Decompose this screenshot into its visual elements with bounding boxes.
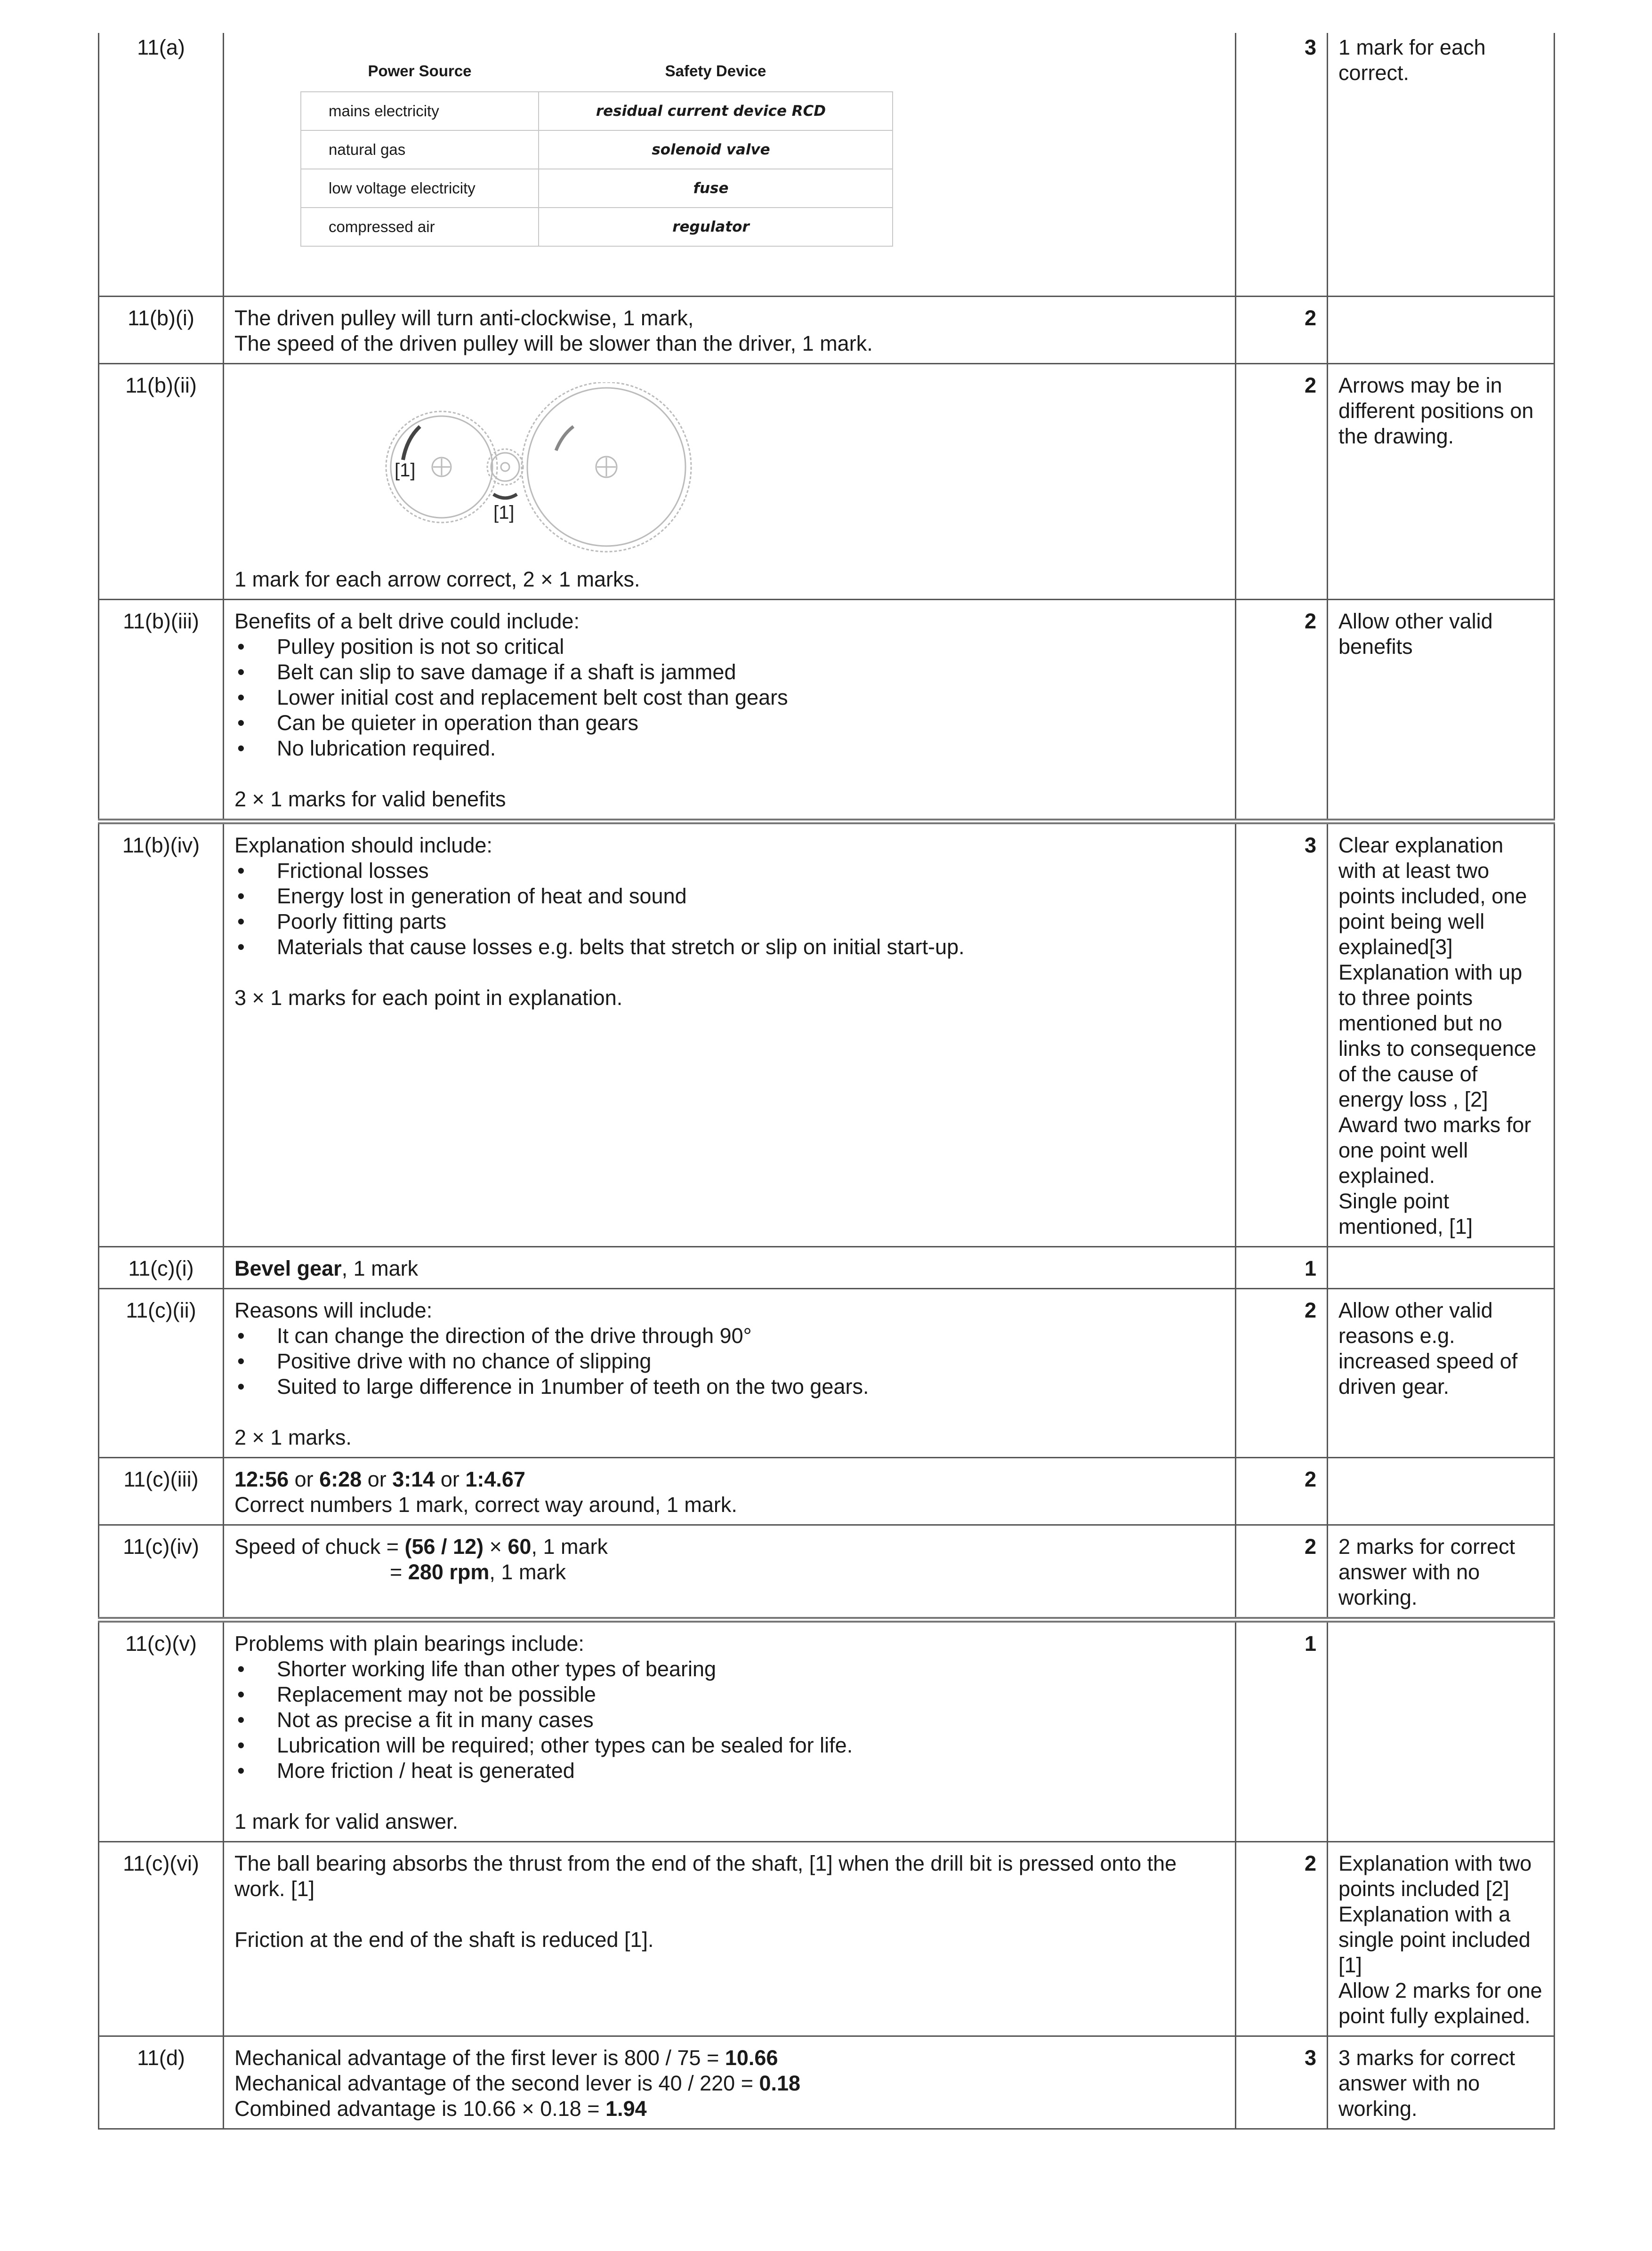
power-source-cell: mains electricity [301, 92, 539, 130]
answer-cell [224, 1458, 1236, 1525]
power-source-cell: low voltage electricity [301, 169, 539, 208]
calc-bold: 60 [508, 1535, 532, 1559]
explanation-list [234, 858, 1225, 960]
calc-line-2 [234, 2071, 1225, 2096]
guidance-cell [1328, 1289, 1555, 1458]
ratio-3: 3:14 [392, 1467, 435, 1491]
row-11bii [99, 364, 1555, 600]
safety-device-cell: fuse [539, 169, 893, 208]
list-item: • Energy lost in generation of heat and sound [234, 884, 1225, 909]
marks-cell: 2 [1236, 1525, 1328, 1620]
question-number: 11(b)(ii) [99, 364, 224, 600]
list-item: • No lubrication required. [234, 736, 1225, 761]
mark-scheme-table [98, 33, 1555, 2130]
question-number: 11(c)(iii) [99, 1458, 224, 1525]
answer-cell [224, 1842, 1236, 2036]
question-number: 11(d) [99, 2036, 224, 2129]
list-item: • Poorly fitting parts [234, 909, 1225, 934]
calc-text: = [390, 1560, 408, 1584]
answer-cell [224, 1247, 1236, 1289]
marks-cell: 1 [1236, 1620, 1328, 1842]
answer-intro: Problems with plain bearings include: [234, 1632, 584, 1656]
list-item: • Can be quieter in operation than gears [234, 710, 1225, 736]
guidance-text: Allow other valid reasons e.g. increased speed of driven gear. [1338, 1298, 1518, 1399]
guidance-cell [1328, 821, 1555, 1247]
answer-cell [224, 1620, 1236, 1842]
row-11civ [99, 1525, 1555, 1620]
question-number: 11(b)(iii) [99, 600, 224, 822]
benefit-list [234, 634, 1225, 761]
answer-cell [224, 33, 1236, 297]
list-item: • Not as precise a fit in many cases [234, 1707, 1225, 1733]
calc-line-2 [234, 1560, 1225, 1585]
list-item: • Lubrication will be required; other types can be sealed for life. [234, 1733, 1225, 1758]
ratio-4: 1:4.67 [465, 1467, 525, 1491]
guidance-text: 1 mark for each correct. [1338, 35, 1486, 85]
calc-line-1 [234, 2045, 1225, 2071]
answer-intro: Benefits of a belt drive could include: [234, 609, 580, 633]
answer-footer: 2 × 1 marks. [234, 1425, 352, 1449]
calc-text: Mechanical advantage of the first lever is 800 / 75 = [234, 2046, 725, 2070]
question-number: 11(b)(i) [99, 297, 224, 364]
row-11biii [99, 600, 1555, 822]
or-text: or [362, 1467, 393, 1491]
question-number: 11(c)(v) [99, 1620, 224, 1842]
marks-cell: 2 [1236, 297, 1328, 364]
row-11ciii [99, 1458, 1555, 1525]
or-text: or [289, 1467, 320, 1491]
calc-line-3 [234, 2096, 1225, 2122]
calc-text: × [484, 1535, 508, 1559]
calc-text: Mechanical advantage of the second lever is 40 / 220 = [234, 2071, 759, 2095]
guidance-cell [1328, 297, 1555, 364]
guidance-cell [1328, 1620, 1555, 1842]
power-source-cell: natural gas [301, 130, 539, 169]
answer-cell [224, 364, 1236, 600]
list-item: • Belt can slip to save damage if a shaft is jammed [234, 659, 1225, 685]
marks-cell: 2 [1236, 600, 1328, 822]
answer-footer: 2 × 1 marks for valid benefits [234, 787, 506, 811]
ratio-answer [234, 1467, 525, 1491]
calc-text: , 1 mark [489, 1560, 566, 1584]
row-11cii [99, 1289, 1555, 1458]
calc-text: Speed of chuck = [234, 1535, 405, 1559]
answer-text: Correct numbers 1 mark, correct way around, 1 mark. [234, 1493, 737, 1517]
row-11cvi [99, 1842, 1555, 2036]
marks-cell: 2 [1236, 364, 1328, 600]
row-11biv [99, 821, 1555, 1247]
answer-text: , 1 mark [341, 1256, 419, 1280]
power-source-cell: compressed air [301, 208, 539, 246]
or-text: or [435, 1467, 466, 1491]
guidance-cell [1328, 2036, 1555, 2129]
answer-cell [224, 2036, 1236, 2129]
question-number: 11(c)(vi) [99, 1842, 224, 2036]
gear-train-diagram [376, 382, 705, 556]
question-number: 11(a) [99, 33, 224, 297]
safety-device-cell: residual current device RCD [539, 92, 893, 130]
calc-text: , 1 mark [531, 1535, 608, 1559]
marks-cell: 2 [1236, 1842, 1328, 2036]
list-item: • It can change the direction of the drive through 90° [234, 1323, 1225, 1349]
guidance-text: 3 marks for correct answer with no working. [1338, 2046, 1515, 2121]
power-source-header: Power Source [368, 62, 472, 80]
arrow-mark-label-bottom: [1] [493, 502, 515, 523]
list-item: • More friction / heat is generated [234, 1758, 1225, 1784]
answer-cell [224, 1289, 1236, 1458]
guidance-cell [1328, 364, 1555, 600]
row-11cv [99, 1620, 1555, 1842]
answer-footer: 1 mark for valid answer. [234, 1809, 459, 1833]
answer-bold: Bevel gear [234, 1256, 342, 1280]
answer-footer: 3 × 1 marks for each point in explanation. [234, 986, 623, 1010]
list-item: • Suited to large difference in 1number of teeth on the two gears. [234, 1374, 1225, 1399]
problem-list [234, 1656, 1225, 1784]
row-11bi [99, 297, 1555, 364]
list-item: • Lower initial cost and replacement belt cost than gears [234, 685, 1225, 710]
guidance-text: Explanation with two points included [2] Explanation with a single point included [1] Allow 2 marks for one point fully explained. [1338, 1851, 1542, 2028]
marks-cell: 3 [1236, 821, 1328, 1247]
answer-text: The ball bearing absorbs the thrust from the end of the shaft, [1] when the drill bit is pressed onto the work. [1] [234, 1851, 1177, 1901]
calc-bold: 280 rpm [408, 1560, 490, 1584]
safety-device-table [300, 54, 893, 247]
guidance-text: Allow other valid benefits [1338, 609, 1493, 659]
guidance-cell [1328, 33, 1555, 297]
question-number: 11(c)(i) [99, 1247, 224, 1289]
answer-cell [224, 600, 1236, 822]
calc-text: Combined advantage is 10.66 × 0.18 = [234, 2097, 606, 2121]
safety-device-header: Safety Device [665, 62, 766, 80]
answer-cell [224, 1525, 1236, 1620]
ratio-2: 6:28 [319, 1467, 362, 1491]
answer-cell [224, 821, 1236, 1247]
rotation-arrow-bottom [493, 494, 517, 498]
marks-cell: 3 [1236, 33, 1328, 297]
calc-bold: (56 / 12) [404, 1535, 484, 1559]
question-number: 11(c)(ii) [99, 1289, 224, 1458]
list-item: • Pulley position is not so critical [234, 634, 1225, 659]
reason-list [234, 1323, 1225, 1399]
guidance-cell [1328, 600, 1555, 822]
question-number: 11(c)(iv) [99, 1525, 224, 1620]
calc-bold: 1.94 [605, 2097, 647, 2121]
calc-bold: 10.66 [725, 2046, 778, 2070]
calc-bold: 0.18 [759, 2071, 801, 2095]
question-number: 11(b)(iv) [99, 821, 224, 1247]
safety-device-cell: regulator [539, 208, 893, 246]
arrow-mark-label-left: [1] [395, 460, 416, 481]
marks-cell: 1 [1236, 1247, 1328, 1289]
guidance-cell [1328, 1247, 1555, 1289]
guidance-text: Arrows may be in different positions on the drawing. [1338, 373, 1534, 448]
row-11a [99, 33, 1555, 297]
marks-cell: 2 [1236, 1458, 1328, 1525]
list-item: • Positive drive with no chance of slipping [234, 1349, 1225, 1374]
rotation-arrow-driven [556, 426, 573, 450]
answer-text: The driven pulley will turn anti-clockwise, 1 mark, The speed of the driven pulley will be slower than the driver, 1 mark. [234, 306, 873, 355]
ratio-1: 12:56 [234, 1467, 289, 1491]
guidance-cell [1328, 1458, 1555, 1525]
answer-cell [224, 297, 1236, 364]
answer-text: Friction at the end of the shaft is reduced [1]. [234, 1928, 654, 1952]
safety-device-cell: solenoid valve [539, 130, 893, 169]
row-11ci [99, 1247, 1555, 1289]
guidance-cell [1328, 1525, 1555, 1620]
answer-intro: Reasons will include: [234, 1298, 433, 1322]
row-11d [99, 2036, 1555, 2129]
calc-line-1 [234, 1534, 1225, 1560]
guidance-text: 2 marks for correct answer with no working. [1338, 1535, 1515, 1609]
marks-cell: 3 [1236, 2036, 1328, 2129]
guidance-cell [1328, 1842, 1555, 2036]
list-item: • Shorter working life than other types of bearing [234, 1656, 1225, 1682]
answer-caption: 1 mark for each arrow correct, 2 × 1 marks. [234, 567, 640, 591]
marks-cell: 2 [1236, 1289, 1328, 1458]
list-item: • Replacement may not be possible [234, 1682, 1225, 1707]
answer-intro: Explanation should include: [234, 833, 492, 857]
guidance-text: Clear explanation with at least two points included, one point being well explained[3] Explanation with up to three points mentioned but no links to consequence of the cause of energy loss , [2] Award two marks for one point well explained. Single point mentioned, [1] [1338, 833, 1537, 1238]
list-item: • Materials that cause losses e.g. belts that stretch or slip on initial start-up. [234, 934, 1225, 960]
list-item: • Frictional losses [234, 858, 1225, 884]
